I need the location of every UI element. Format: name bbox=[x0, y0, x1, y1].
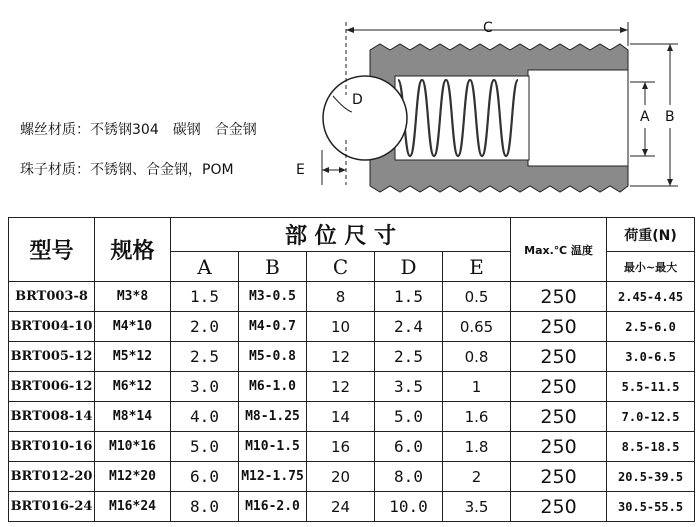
cell-a: 2.5 bbox=[171, 342, 239, 372]
cell-load: 3.0-6.5 bbox=[607, 342, 695, 372]
cell-load: 8.5-18.5 bbox=[607, 432, 695, 462]
dim-label-b: B bbox=[665, 109, 675, 125]
cell-model: BRT016-24 bbox=[9, 492, 95, 522]
cell-load: 7.0-12.5 bbox=[607, 402, 695, 432]
cell-model: BRT005-12 bbox=[9, 342, 95, 372]
cell-spec: M3*8 bbox=[95, 282, 171, 312]
cell-spec: M4*10 bbox=[95, 312, 171, 342]
cell-d: 1.5 bbox=[375, 282, 443, 312]
cell-c: 24 bbox=[307, 492, 375, 522]
ball-material-text: 珠子材质：不锈钢、合金钢，POM bbox=[20, 162, 234, 178]
header-col-d: D bbox=[375, 252, 443, 282]
cell-e: 0.65 bbox=[443, 312, 511, 342]
cell-d: 2.4 bbox=[375, 312, 443, 342]
cell-a: 6.0 bbox=[171, 462, 239, 492]
header-col-e: E bbox=[443, 252, 511, 282]
cell-spec: M8*14 bbox=[95, 402, 171, 432]
cell-a: 1.5 bbox=[171, 282, 239, 312]
cell-temp: 250 bbox=[511, 282, 607, 312]
cell-c: 10 bbox=[307, 312, 375, 342]
spec-table bbox=[8, 217, 695, 522]
cell-load: 20.5-39.5 bbox=[607, 462, 695, 492]
dim-label-c: C bbox=[483, 20, 493, 36]
cell-temp: 250 bbox=[511, 372, 607, 402]
cell-b: M5-0.8 bbox=[239, 342, 307, 372]
cell-c: 16 bbox=[307, 432, 375, 462]
cell-c: 12 bbox=[307, 372, 375, 402]
cell-b: M8-1.25 bbox=[239, 402, 307, 432]
cell-d: 10.0 bbox=[375, 492, 443, 522]
table-row bbox=[9, 492, 695, 522]
header-col-c: C bbox=[307, 252, 375, 282]
table-row bbox=[9, 432, 695, 462]
cell-b: M4-0.7 bbox=[239, 312, 307, 342]
cell-b: M6-1.0 bbox=[239, 372, 307, 402]
dim-label-a: A bbox=[640, 109, 650, 125]
header-load-sub: 最小~最大 bbox=[607, 252, 695, 282]
cell-d: 8.0 bbox=[375, 462, 443, 492]
cell-model: BRT003-8 bbox=[9, 282, 95, 312]
cell-e: 1 bbox=[443, 372, 511, 402]
cell-spec: M5*12 bbox=[95, 342, 171, 372]
cell-spec: M16*24 bbox=[95, 492, 171, 522]
table-row bbox=[9, 312, 695, 342]
cell-e: 0.5 bbox=[443, 282, 511, 312]
dim-label-e: E bbox=[296, 162, 305, 178]
cell-b: M12-1.75 bbox=[239, 462, 307, 492]
cell-temp: 250 bbox=[511, 492, 607, 522]
cell-e: 0.8 bbox=[443, 342, 511, 372]
header-model: 型号 bbox=[9, 218, 95, 282]
cell-d: 3.5 bbox=[375, 372, 443, 402]
cell-load: 2.5-6.0 bbox=[607, 312, 695, 342]
cell-temp: 250 bbox=[511, 402, 607, 432]
table-row bbox=[9, 372, 695, 402]
cell-b: M3-0.5 bbox=[239, 282, 307, 312]
cell-c: 8 bbox=[307, 282, 375, 312]
cell-model: BRT004-10 bbox=[9, 312, 95, 342]
table-row bbox=[9, 282, 695, 312]
cell-spec: M12*20 bbox=[95, 462, 171, 492]
cell-model: BRT012-20 bbox=[9, 462, 95, 492]
header-col-b: B bbox=[239, 252, 307, 282]
cell-b: M16-2.0 bbox=[239, 492, 307, 522]
cell-d: 5.0 bbox=[375, 402, 443, 432]
ball bbox=[323, 76, 407, 160]
cell-b: M10-1.5 bbox=[239, 432, 307, 462]
table-row bbox=[9, 462, 695, 492]
cell-e: 1.6 bbox=[443, 402, 511, 432]
cell-e: 3.5 bbox=[443, 492, 511, 522]
screw-material-text: 螺丝材质：不锈钢304 碳钢 合金钢 bbox=[20, 122, 257, 138]
cell-load: 5.5-11.5 bbox=[607, 372, 695, 402]
cell-c: 14 bbox=[307, 402, 375, 432]
cell-load: 2.45-4.45 bbox=[607, 282, 695, 312]
cell-a: 3.0 bbox=[171, 372, 239, 402]
cell-c: 12 bbox=[307, 342, 375, 372]
ball-plunger-diagram bbox=[0, 0, 698, 215]
cell-model: BRT008-14 bbox=[9, 402, 95, 432]
cell-temp: 250 bbox=[511, 432, 607, 462]
cell-load: 30.5-55.5 bbox=[607, 492, 695, 522]
dim-label-d: D bbox=[352, 92, 363, 108]
table-row bbox=[9, 402, 695, 432]
cell-a: 8.0 bbox=[171, 492, 239, 522]
cell-a: 4.0 bbox=[171, 402, 239, 432]
header-load: 荷重(N) bbox=[607, 218, 695, 252]
cell-e: 1.8 bbox=[443, 432, 511, 462]
header-dimensions: 部 位 尺 寸 bbox=[171, 218, 511, 252]
cell-model: BRT010-16 bbox=[9, 432, 95, 462]
cell-spec: M6*12 bbox=[95, 372, 171, 402]
cell-d: 6.0 bbox=[375, 432, 443, 462]
table-row bbox=[9, 342, 695, 372]
cell-a: 2.0 bbox=[171, 312, 239, 342]
cell-c: 20 bbox=[307, 462, 375, 492]
cell-d: 2.5 bbox=[375, 342, 443, 372]
cell-temp: 250 bbox=[511, 312, 607, 342]
cell-spec: M10*16 bbox=[95, 432, 171, 462]
header-spec: 规格 bbox=[95, 218, 171, 282]
header-temp: Max.℃ 温度 bbox=[511, 218, 607, 282]
cell-model: BRT006-12 bbox=[9, 372, 95, 402]
cell-e: 2 bbox=[443, 462, 511, 492]
cell-temp: 250 bbox=[511, 342, 607, 372]
cell-a: 5.0 bbox=[171, 432, 239, 462]
cell-temp: 250 bbox=[511, 462, 607, 492]
header-col-a: A bbox=[171, 252, 239, 282]
